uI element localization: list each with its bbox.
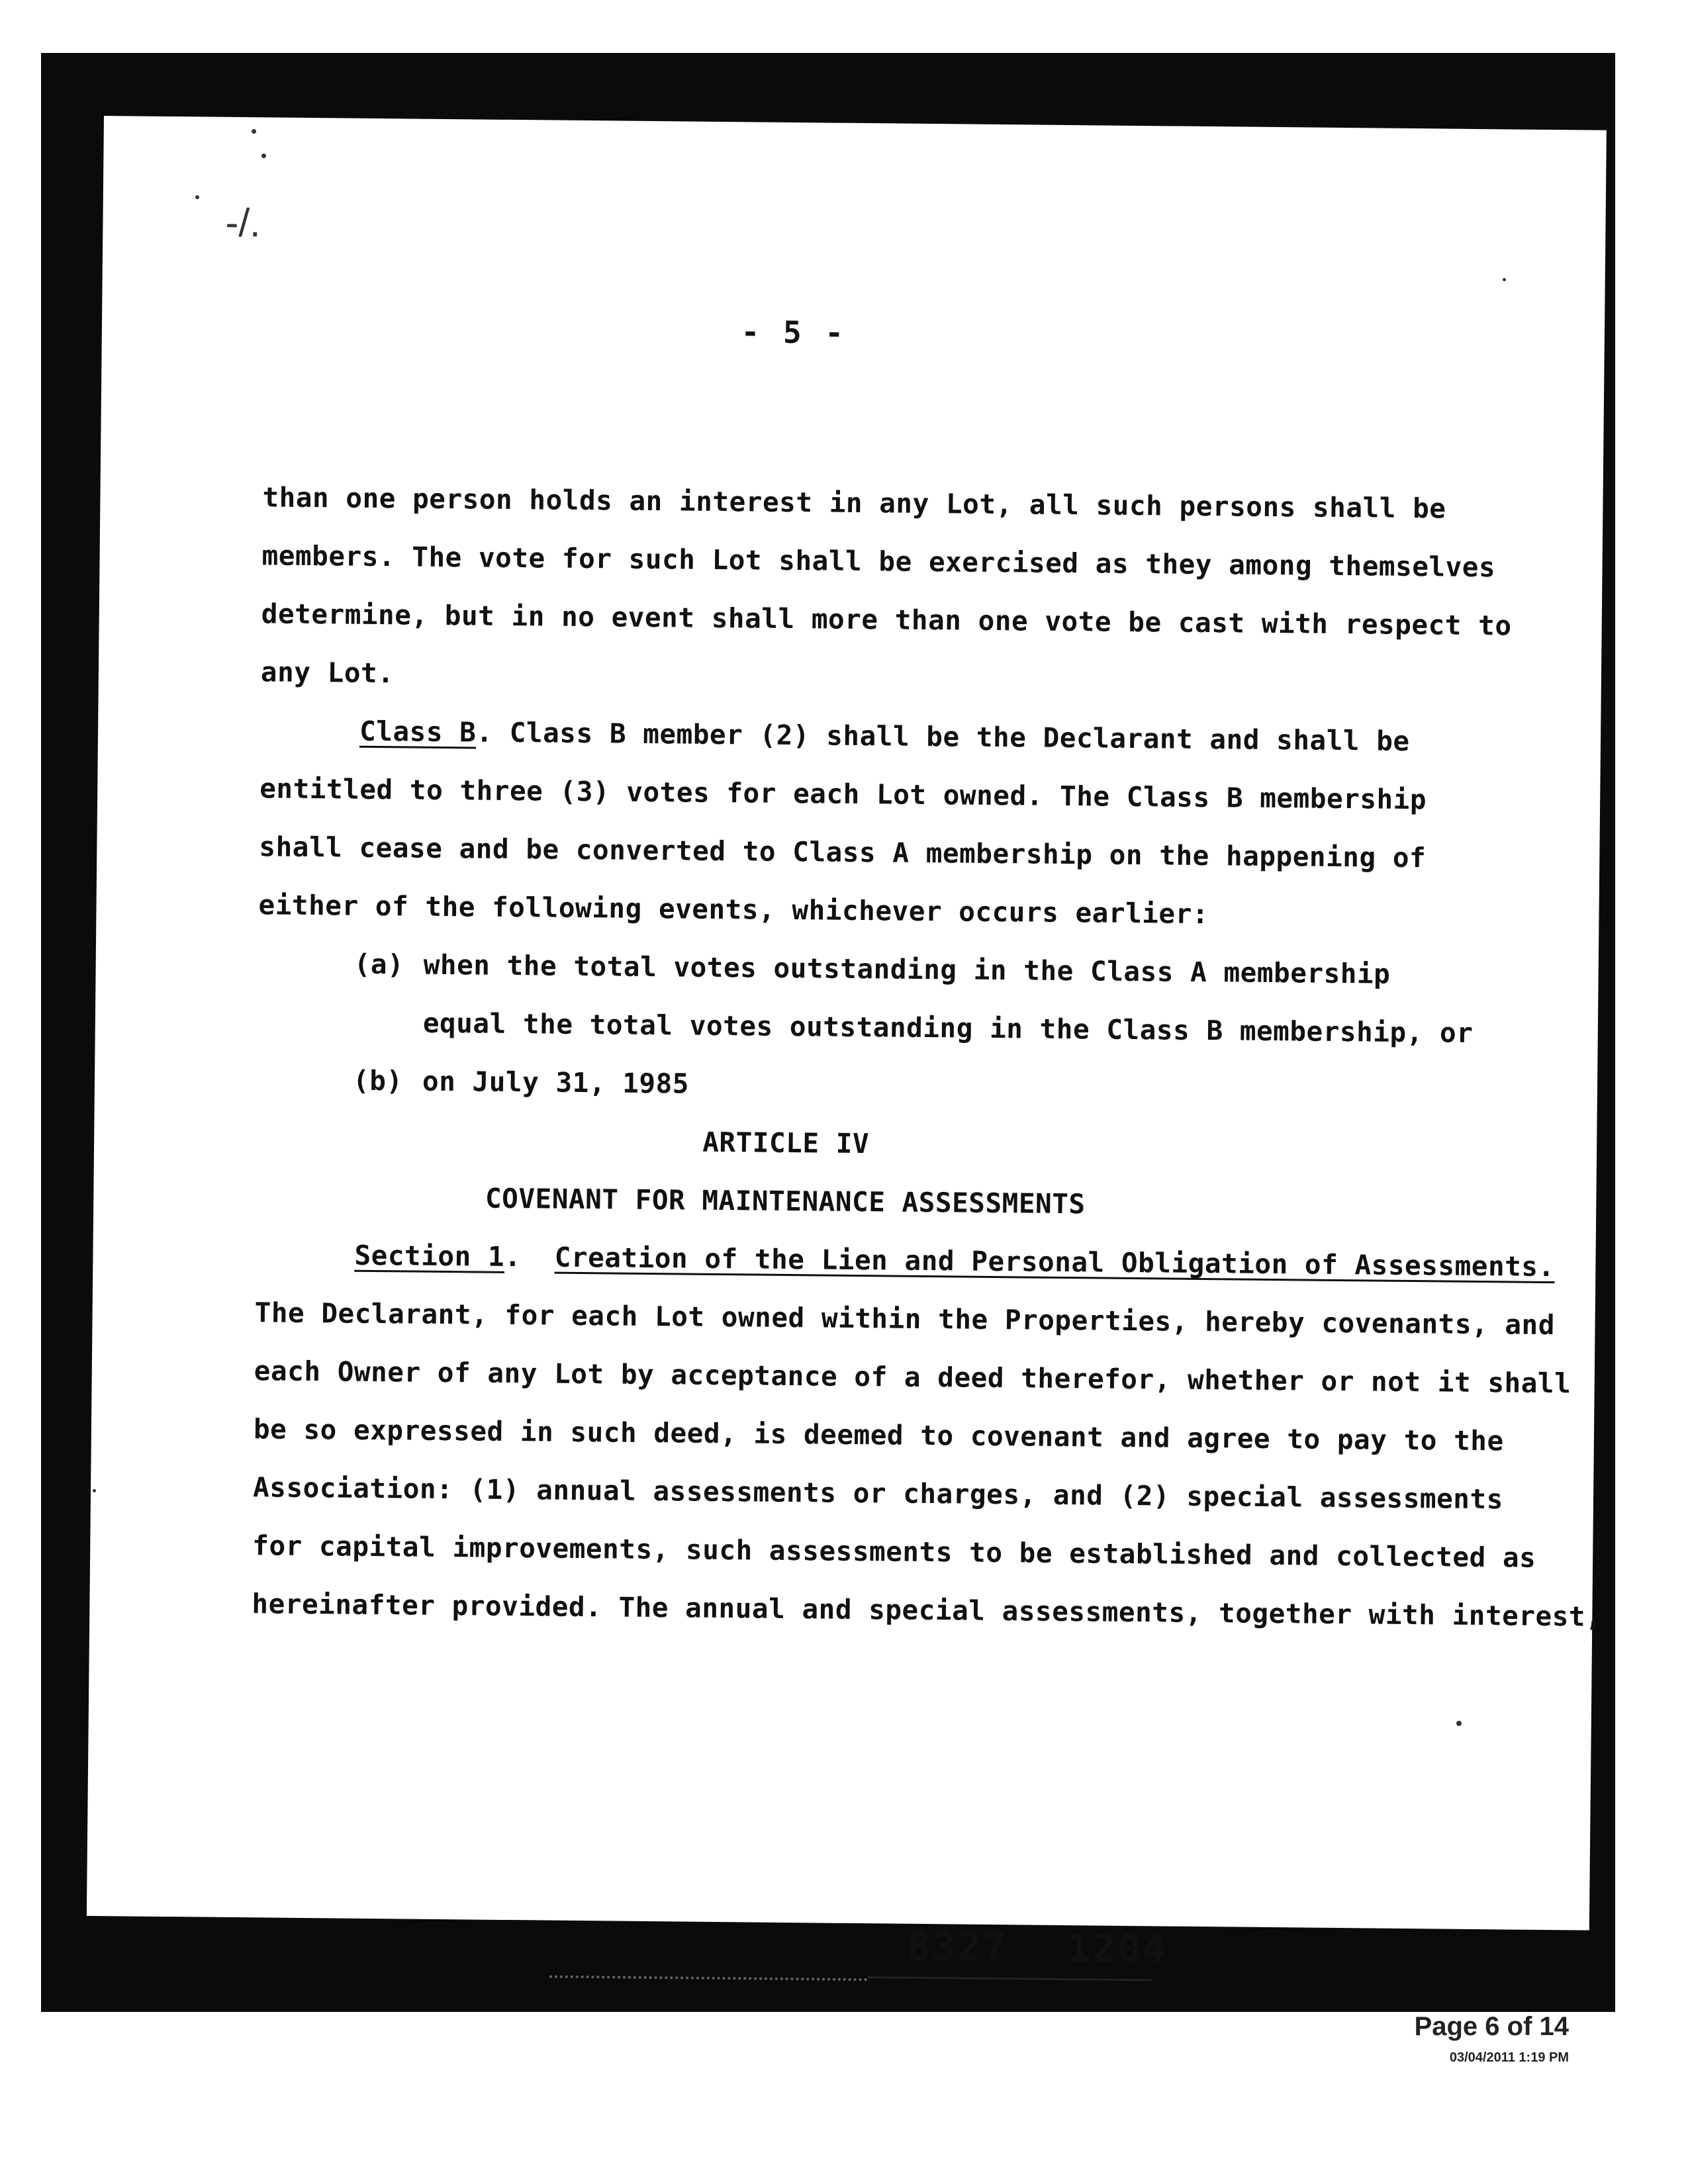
document-number-rule bbox=[867, 1976, 1152, 1981]
scan-speck bbox=[252, 129, 256, 134]
section-1-period: . bbox=[504, 1240, 555, 1273]
list-text: when the total votes outstanding in the Class A membership bbox=[423, 948, 1391, 990]
dotted-rule bbox=[549, 1976, 867, 1981]
corner-mark: -/. bbox=[225, 200, 261, 246]
page-number-stamp: 1204 bbox=[1066, 1925, 1168, 1972]
article-title: COVENANT FOR MAINTENANCE ASSESSMENTS bbox=[485, 1182, 1086, 1220]
text-line: be so expressed in such deed, is deemed to covenant and agree to pay to the bbox=[253, 1413, 1504, 1457]
text-line: than one person holds an interest in any Lot, all such persons shall be bbox=[262, 481, 1446, 525]
page-indicator: Page 6 of 14 bbox=[1414, 2012, 1569, 2041]
text-line: for capital improvements, such assessments to be established and collected as bbox=[252, 1529, 1536, 1574]
class-b-first-line-text: . Class B member (2) shall be the Declarant and shall be bbox=[476, 716, 1410, 757]
paragraph-membership bbox=[252, 468, 1613, 1646]
text-line: The Declarant, for each Lot owned within the Properties, hereby covenants, and bbox=[254, 1297, 1556, 1342]
scan-speck bbox=[261, 154, 266, 158]
list-text: on July 31, 1985 bbox=[422, 1065, 690, 1100]
article-number: ARTICLE IV bbox=[702, 1126, 870, 1160]
text-line: shall cease and be converted to Class A membership on the happening of bbox=[259, 831, 1427, 874]
scan-frame bbox=[41, 53, 1615, 2012]
document-number bbox=[907, 1924, 1227, 1972]
text-line: entitled to three (3) votes for each Lot owned. The Class B membership bbox=[259, 772, 1427, 816]
section-1-label: Section 1 bbox=[354, 1239, 505, 1273]
text-line: either of the following events, whichever occurs earlier: bbox=[258, 889, 1209, 931]
text-line: any Lot. bbox=[260, 656, 395, 690]
scan-speck bbox=[195, 195, 199, 199]
print-timestamp: 03/04/2011 1:19 PM bbox=[1449, 2050, 1569, 2065]
text-line: members. The vote for such Lot shall be exercised as they among themselves bbox=[261, 539, 1496, 584]
text-line: determine, but in no event shall more than one vote be cast with respect to bbox=[261, 598, 1512, 642]
book-number: 8327 bbox=[907, 1923, 1008, 1970]
page-number: - 5 - bbox=[741, 314, 847, 351]
scan-speck bbox=[1456, 1721, 1462, 1726]
document-page bbox=[87, 116, 1607, 1972]
list-label: (a) bbox=[353, 948, 404, 981]
scan-speck bbox=[93, 1489, 96, 1492]
list-item-a-continued: equal the total votes outstanding in the Class B membership, or bbox=[422, 1007, 1474, 1049]
list-label: (b) bbox=[352, 1064, 403, 1097]
page-content bbox=[252, 309, 1603, 1633]
text-line: hereinafter provided. The annual and special assessments, together with interest, bbox=[252, 1588, 1603, 1633]
scan-speck bbox=[1503, 278, 1506, 281]
text-line: each Owner of any Lot by acceptance of a deed therefor, whether or not it shall bbox=[254, 1355, 1571, 1400]
section-1-title: Creation of the Lien and Personal Obligation of Assessments. bbox=[554, 1241, 1555, 1283]
class-b-heading: Class B bbox=[359, 715, 477, 749]
text-line: Association: (1) annual assessments or charges, and (2) special assessments bbox=[252, 1471, 1504, 1516]
